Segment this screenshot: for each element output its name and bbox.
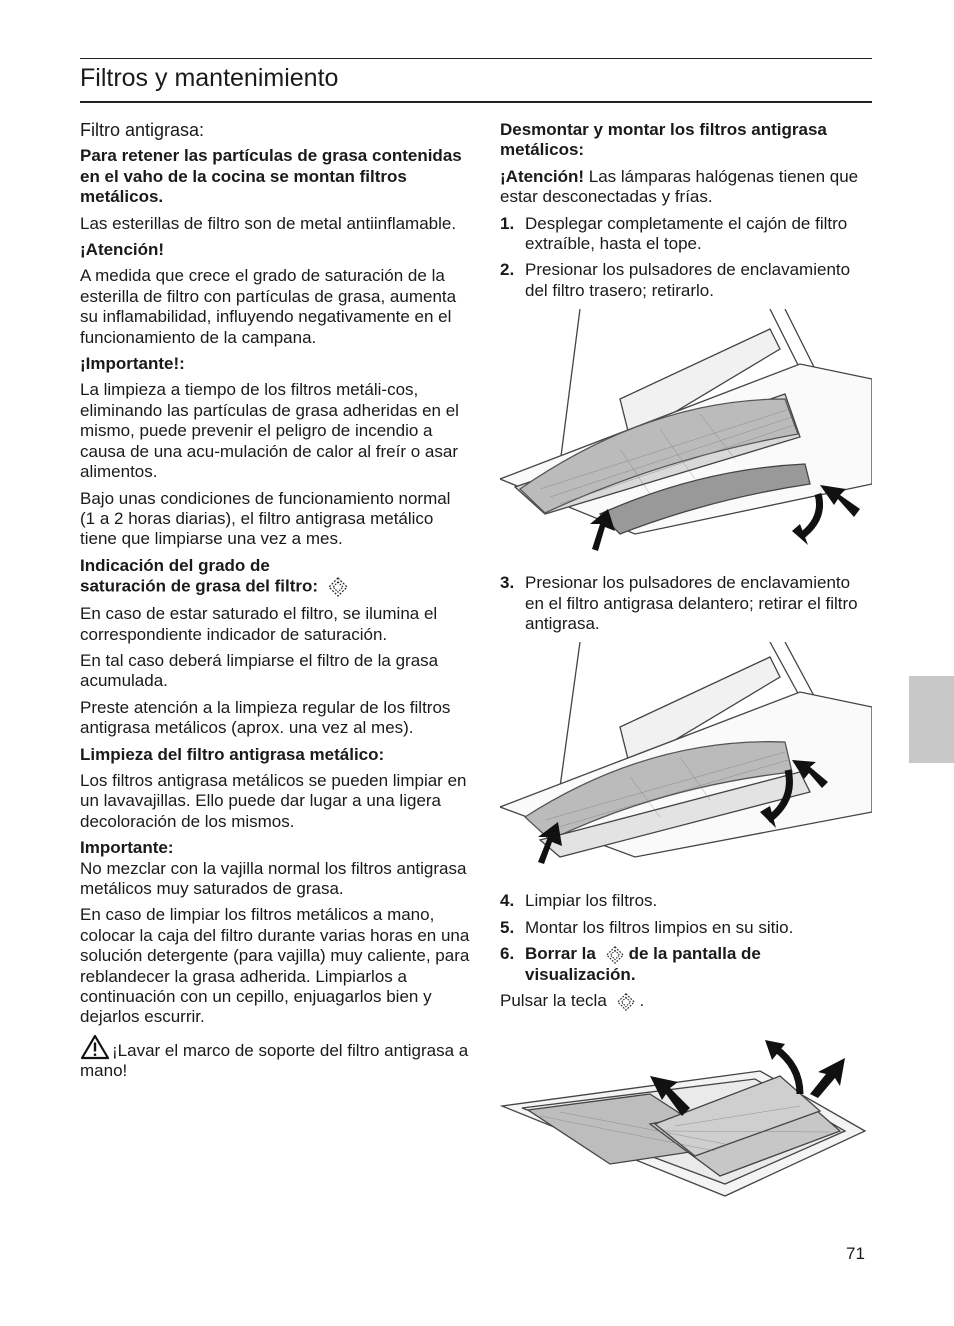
step-5: 5. Montar los filtros limpios en su sitio.: [500, 917, 794, 937]
right-column: [500, 120, 872, 1215]
steps-list-a: [500, 214, 872, 302]
heading-indicacion-line2: saturación de grasa del filtro:: [80, 576, 319, 596]
steps-list-c: [500, 891, 872, 985]
steps-list-b: [500, 573, 872, 634]
heading-indicacion: [80, 556, 470, 598]
page-title: Filtros y mantenimiento: [80, 64, 339, 92]
paragraph-atencion: A medida que crece el grado de saturación de la esterilla de filtro con partículas de grasa, aumenta su inflamabilidad, influyendo negativamente en el funcionamiento de la campana.: [80, 266, 457, 347]
top-rule: [80, 58, 872, 59]
step-2: 2. Presionar los pulsadores de enclavamiento del filtro trasero; retirarlo.: [500, 260, 851, 300]
intro-bold: Para retener las partículas de grasa contenidas en el vaho de la cocina se montan filtros metálicos.: [80, 146, 462, 207]
heading-filtro-antigrasa: Filtro antigrasa:: [80, 120, 205, 140]
heading-desmontar: Desmontar y montar los filtros antigrasa metálicos:: [500, 120, 827, 160]
heading-indicacion-line1: Indicación del grado de: [80, 555, 270, 575]
key-instruction: Pulsar la tecla .: [500, 991, 645, 1011]
step-6: 6. Borrar la de la pantalla de visualización.: [500, 944, 761, 984]
title-underline: [80, 101, 872, 103]
heading-limpieza: Limpieza del filtro antigrasa metálico:: [80, 744, 385, 764]
atencion-label: ¡Atención!: [80, 240, 165, 260]
step-4: 4. Limpiar los filtros.: [500, 891, 658, 911]
paragraph-limpieza-2: No mezclar con la vajilla normal los filtros antigrasa metálicos muy saturados de grasa.: [80, 858, 467, 898]
paragraph-importante-2: Bajo unas condiciones de funcionamiento normal (1 a 2 horas diarias), el filtro antigrasa metálico tiene que limpiarse una vez a mes.: [80, 488, 451, 549]
paragraph-importante-1: La limpieza a tiempo de los filtros metáli-cos, eliminando las partículas de grasa adheridas en el mismo, puede prevenir el peligro de incendio a causa de una acu-mulación de calor al freír o asar alimentos.: [80, 380, 459, 482]
warning-text: ¡Lavar el marco de soporte del filtro antigrasa a mano!: [80, 1040, 469, 1081]
saturation-indicator-icon: [327, 576, 349, 598]
step-1: 1. Desplegar completamente el cajón de filtro extraíble, hasta el tope.: [500, 213, 848, 254]
paragraph-atencion-right: ¡Atención! Las lámparas halógenas tienen que estar desconectadas y frías.: [500, 166, 859, 207]
paragraph-limpieza-1: Los filtros antigrasa metálicos se pueden limpiar en un lavavajillas. Ello puede dar lugar a una ligera decoloración de los mismos.: [80, 770, 467, 831]
hood-illustration-front-filter: [500, 642, 872, 877]
warning-note: [80, 1034, 470, 1082]
paragraph-esterillas: Las esterillas de filtro son de metal antiinflamable.: [80, 213, 457, 233]
saturation-key-icon: [616, 992, 636, 1012]
paragraph-indicacion-3: Preste atención a la limpieza regular de los filtros antigrasa metálicos (aprox. una vez al mes).: [80, 697, 451, 738]
left-column: [80, 120, 470, 1088]
page-number: 71: [846, 1244, 865, 1263]
importante2-label: Importante:: [80, 838, 174, 858]
paragraph-indicacion-2: En tal caso deberá limpiarse el filtro de la grasa acumulada.: [80, 650, 439, 691]
side-tab-marker: [909, 676, 954, 763]
filter-cassette-illustration: [500, 1036, 872, 1201]
saturation-indicator-icon: [605, 945, 625, 965]
paragraph-limpieza-3: En caso de limpiar los filtros metálicos a mano, colocar la caja del filtro durante varias horas en una solución detergente (para vajilla) muy caliente, para reblandecer la grasa adherida. Limpiarlos a continuación con un cepillo, enjuagarlos bien y dejarlos escurrir.: [80, 905, 470, 1027]
paragraph-indicacion-1: En caso de estar saturado el filtro, se ilumina el correspondiente indicador de saturación.: [80, 604, 438, 644]
step-3: 3. Presionar los pulsadores de enclavamiento en el filtro antigrasa delantero; retirar el filtro antigrasa.: [500, 573, 858, 634]
hood-illustration-rear-filter: [500, 309, 872, 559]
importante-label: ¡Importante!:: [80, 354, 185, 374]
warning-triangle-icon: [80, 1034, 110, 1060]
